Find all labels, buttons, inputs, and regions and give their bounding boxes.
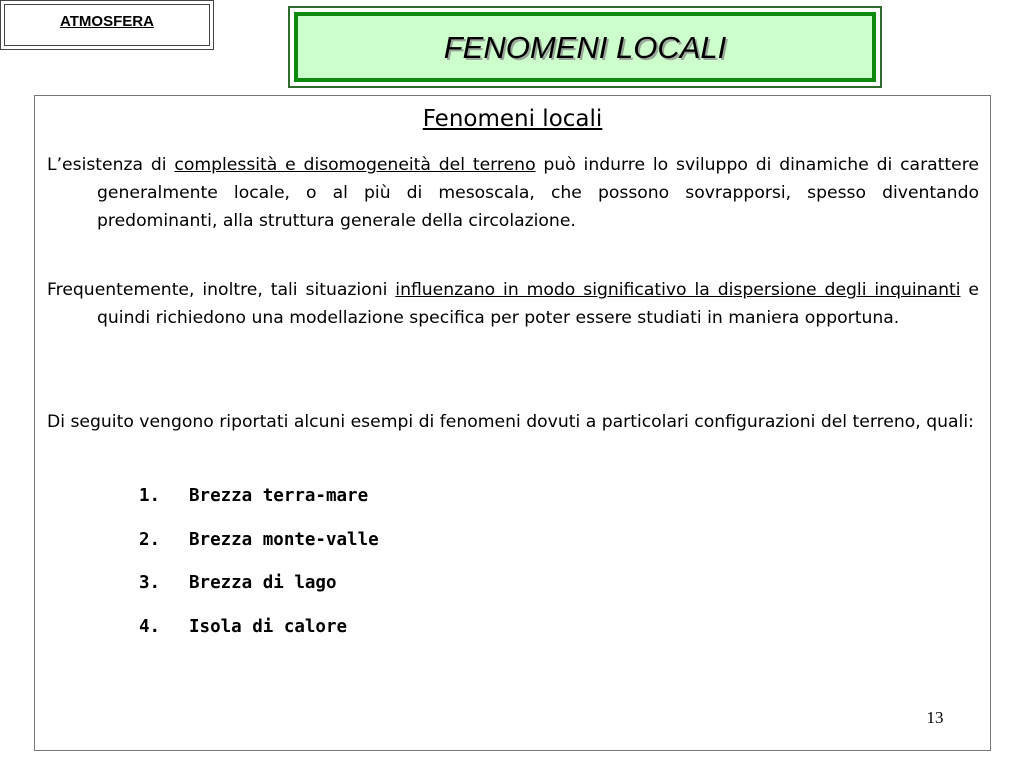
list-item-text: Brezza di lago	[189, 573, 337, 593]
list-item-text: Brezza monte-valle	[189, 529, 379, 550]
paragraph2-text-start: Frequentemente, inoltre, tali situazioni	[47, 280, 396, 300]
paragraph2-text-end: e quindi richiedono una modellazione specifica per poter essere studiati in maniera opportuna.	[97, 280, 979, 328]
content-heading: Fenomeni locali	[422, 106, 603, 132]
paragraph-examples-intro: Di seguito vengono riportati alcuni esempi di fenomeni dovuti a particolari configurazioni del terreno, quali:	[47, 412, 974, 432]
slide-title-box	[288, 6, 882, 88]
content-panel	[34, 95, 991, 751]
list-item-number: 3.	[139, 573, 161, 593]
page-number: 13	[926, 708, 944, 727]
paragraph2-underlined-phrase: influenzano in modo significativo la dispersione degli inquinanti	[395, 280, 961, 300]
list-item	[139, 526, 379, 570]
paragraph-pollutant-dispersion	[47, 276, 979, 332]
section-tag-box	[0, 0, 214, 50]
list-item-text: Isola di calore	[189, 616, 348, 637]
slide-title: FENOMENI LOCALI	[443, 30, 727, 65]
paragraph-terrain-complexity	[47, 151, 979, 235]
list-item-number: 1.	[139, 486, 161, 506]
section-tag-label: ATMOSFERA	[60, 13, 154, 30]
paragraph1-text-end: può indurre lo sviluppo di dinamiche di carattere generalmente locale, o al più di mesoscala, che possono sovrapporsi, spesso diventando predominanti, alla struttura generale della circolazione.	[97, 155, 979, 231]
paragraph1-text-start: L’esistenza di	[47, 155, 175, 175]
list-item-number: 4.	[139, 616, 161, 637]
slide-title-panel	[294, 12, 876, 82]
phenomena-list	[139, 482, 379, 656]
list-item	[139, 569, 379, 613]
list-item-text: Brezza terra-mare	[189, 486, 369, 506]
list-item	[139, 613, 379, 657]
paragraph1-underlined-phrase: complessità e disomogeneità del terreno	[174, 155, 536, 175]
list-item-number: 2.	[139, 529, 161, 550]
list-item	[139, 482, 379, 526]
